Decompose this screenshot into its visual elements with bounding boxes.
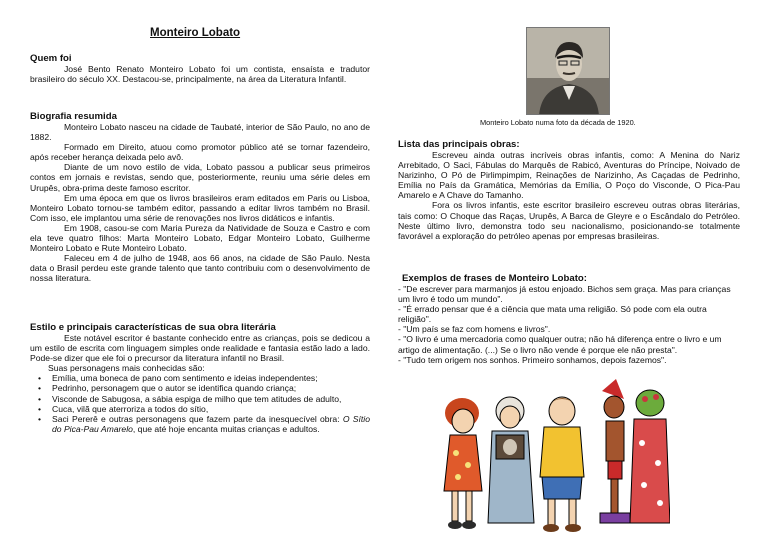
quote-item: - "O livro é uma mercadoria como qualquer outra; não há diferença entre o livro e um artigo de alimentação. (...) Se o livro não vende é porque ele não presta". — [398, 334, 722, 355]
list-item: • Pedrinho, personagem que o autor se identifica quando criança; — [34, 383, 370, 393]
sitio-characters-illustration — [430, 373, 670, 541]
quote-item: - "Tudo tem origem nos sonhos. Primeiro sonhamos, depois fazemos". — [398, 354, 667, 365]
author-photo — [526, 27, 610, 115]
estilo-heading: Estilo e principais características de sua obra literária — [30, 322, 276, 333]
estilo-text: Este notável escritor é bastante conhecido entre as crianças, pois se dedicou a um estilo de escrita com linguagem simples onde realidade e fantasia estão lado a lado. Pode-se dizer que ele foi o precursor da literatura infantil no Brasil. — [30, 333, 370, 364]
obras-paragraph: Escreveu ainda outras incríveis obras infantis, como: A Menina do Nariz Arrebitado, O Saci, Fábulas do Marquês de Rabicó, Aventuras do Príncipe, Noivado de Narizinho, O Pó de Pirlimpimpim, Reinações de Narizinho, As Caçadas de Pedrinho, Emília no País da Gramática, Memórias da Emília, O Poço do Visconde, O Pica-Pau Amarelo e A Chave do Tamanho. — [398, 150, 740, 201]
obras-paragraph: Fora os livros infantis, este escritor brasileiro escreveu outras obras literárias, tais como: O Choque das Raças, Urupês, A Barca de Gleyre e o Escândalo do Petróleo. Neste último livro, demonstra todo seu nacionalismo, posicionando-se totalmente favorável a exploração do petróleo apenas por empresas brasileiras. — [398, 200, 740, 241]
pedrinho-figure — [540, 397, 584, 532]
author-portrait-icon — [527, 28, 610, 115]
quem-foi-section — [30, 53, 370, 84]
list-item-text: Saci Pererê e outras personagens que fazem parte da inesquecível obra: — [52, 413, 343, 424]
list-item-text-end: , que até hoje encanta muitas crianças e adultos. — [132, 423, 320, 434]
page-title: Monteiro Lobato — [150, 27, 241, 39]
personagens-list — [34, 373, 370, 434]
frases-section — [398, 273, 740, 365]
estilo-section — [30, 322, 370, 434]
biografia-paragraph: Formado em Direito, atuou como promotor público até se tornar fazendeiro, após receber herança deixada pelo avô. — [30, 142, 370, 163]
saci-figure — [600, 379, 630, 523]
frases-heading: Exemplos de frases de Monteiro Lobato: — [402, 273, 587, 284]
list-item: • Visconde de Sabugosa, a sábia espiga de milho que tem atitudes de adulto, — [34, 394, 370, 404]
dona-benta-figure — [488, 397, 534, 523]
list-item: • Emília, uma boneca de pano com sentimento e ideias independentes; — [34, 373, 370, 383]
biografia-paragraph: Faleceu em 4 de julho de 1948, aos 66 anos, na cidade de São Paulo. Nesta data o Brasil perdeu este grande talento que tanto contribuiu com o desenvolvimento de nossa literatura. — [30, 253, 370, 284]
cuca-figure — [630, 390, 670, 523]
biografia-paragraph: Diante de um novo estilo de vida, Lobato passou a publicar seus primeiros contos em jornais e revistas, sendo que, posteriormente, reuniu uma série deles em Urupês, obra-prima deste famoso escritor. — [30, 162, 370, 193]
list-item: • Cuca, vilã que aterroriza a todos do sítio, — [34, 404, 370, 414]
quote-item: - "De escrever para marmanjos já estou enjoado. Bichos sem graça. Mas para crianças um livro é todo um mundo". — [398, 284, 731, 305]
biografia-heading: Biografia resumida — [30, 111, 117, 122]
biografia-paragraph: Monteiro Lobato nasceu na cidade de Taubaté, interior de São Paulo, no ano de 1882. — [30, 122, 370, 143]
obras-section — [398, 139, 740, 241]
quem-foi-heading: Quem foi — [30, 53, 72, 64]
list-item — [34, 414, 370, 434]
biografia-paragraph: Em 1908, casou-se com Maria Pureza da Natividade de Souza e Castro e com ela teve quatro filhos: Marta Monteiro Lobato, Edgar Monteiro Lobato, Guilherme Monteiro Lobato e Rute Monteiro Lobato. — [30, 222, 370, 254]
obras-heading: Lista das principais obras: — [398, 139, 520, 150]
biografia-paragraph: Em uma época em que os livros brasileiros eram editados em Paris ou Lisboa, Monteiro Lobato tornou-se também editor, passando a editar livros também no Brasil. Com isso, ele implantou uma série de renovações nos livros didáticos e infantis. — [30, 192, 370, 223]
quote-item: - "Um país se faz com homens e livros". — [398, 324, 551, 335]
quem-foi-text: José Bento Renato Monteiro Lobato foi um contista, ensaísta e tradutor brasileiro do século XX. Destacou-se, principalmente, na área da Literatura Infantil. — [30, 64, 370, 85]
sitio-title: O Sítio do Pica-Pau Amarelo — [52, 413, 370, 434]
photo-caption: Monteiro Lobato numa foto da década de 1920. — [480, 118, 636, 127]
personagens-intro: Suas personagens mais conhecidas são: — [48, 363, 205, 374]
biografia-section — [30, 111, 370, 284]
emilia-figure — [444, 398, 482, 529]
quote-item: - "É errado pensar que é a ciência que mata uma religião. Só pode com ela outra religião". — [398, 304, 707, 325]
